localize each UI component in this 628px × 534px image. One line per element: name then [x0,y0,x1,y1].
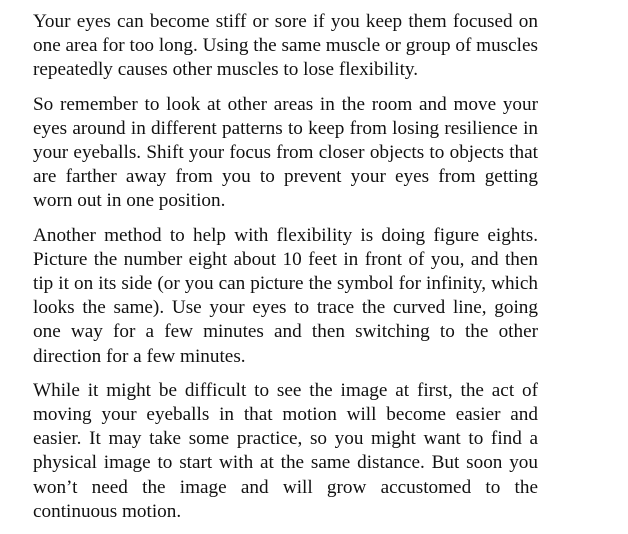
paragraph-figure-eights: Another method to help with flexibility is doing figure eights. Picture the number eight about 10 feet in front of you, and then tip it on its side (or you can picture the symbol for infinity, which looks the same). Use your eyes to trace the curved line, going one way for a few minutes and then switching to the other direction for a few minutes. [33,224,538,367]
paragraph-look-around: So remember to look at other areas in the room and move your eyes around in different patterns to keep from losing resilience in your eyeballs. Shift your focus from closer objects to objects that are farther away from you to prevent your eyes from getting worn out in one position. [33,93,538,212]
paragraph-eye-stiffness: Your eyes can become stiff or sore if you keep them focused on one area for too long. Using the same muscle or group of muscles repeatedly causes other muscles to lose flexibility. [33,11,538,81]
document-body [33,10,538,534]
paragraph-practice: While it might be difficult to see the image at first, the act of moving your eyeballs in that motion will become easier and easier. It may take some practice, so you might want to find a physical image to start with at the same distance. But soon you won’t need the image and will grow accustomed to the continuous motion. [33,379,538,522]
